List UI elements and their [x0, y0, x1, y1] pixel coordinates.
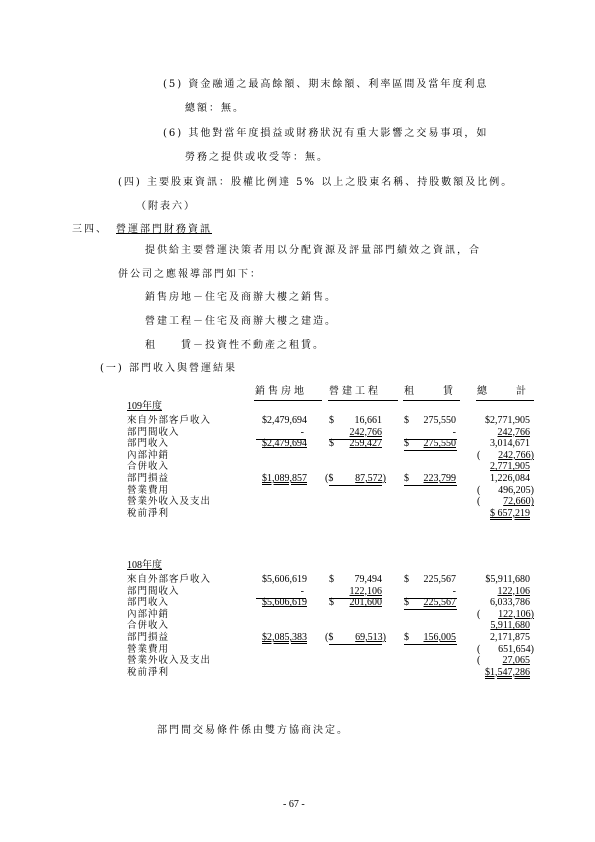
- cell-total: 2,771,905: [490, 461, 530, 473]
- cell-sales: -: [300, 426, 304, 438]
- row-label: 合併收入: [127, 461, 170, 473]
- cell-construction-sign: ($: [325, 473, 334, 484]
- cell-construction: 201,600: [349, 597, 382, 609]
- cell-rule: [404, 644, 457, 645]
- cell-construction-sign: $: [329, 574, 334, 585]
- cell-total: 242,766): [498, 449, 534, 461]
- cell-total: 27,065: [502, 655, 530, 667]
- cell-total-paren: (: [477, 608, 481, 620]
- row-label: 營業費用: [127, 643, 170, 655]
- cell-construction: 87,572): [355, 473, 386, 484]
- cell-total-paren: (: [477, 643, 481, 655]
- cell-total: 2,171,875: [490, 632, 530, 643]
- row-label: 稅前淨利: [127, 666, 170, 678]
- footnote: 部門間交易條件係由雙方協商決定。: [157, 725, 349, 736]
- row-label: 來自外部客戶收入: [127, 415, 212, 426]
- cell-sales: $5,606,619: [262, 574, 307, 585]
- cell-construction: 259,427: [349, 438, 382, 450]
- paragraph-line-1: 提供給主要營運決策者用以分配資源及評量部門績效之資訊，合: [145, 245, 481, 256]
- cell-total: 122,106: [497, 585, 530, 597]
- cell-leasing-sign: $: [404, 597, 409, 609]
- row-label: 部門收入: [127, 597, 170, 609]
- row-label: 稅前淨利: [127, 507, 170, 519]
- cell-construction-sign: $: [329, 415, 334, 426]
- row-label: 部門間收入: [127, 426, 180, 438]
- heading-title: 營運部門財務資訊: [116, 224, 212, 235]
- row-label: 部門損益: [127, 473, 170, 484]
- cell-leasing: 275,550: [423, 415, 456, 426]
- cell-sales: $2,085,383: [262, 632, 307, 643]
- cell-construction: 16,661: [354, 415, 382, 426]
- cell-sales: $2,479,694: [262, 438, 307, 450]
- cell-leasing: 225,567: [423, 574, 456, 585]
- cell-rule: [329, 485, 382, 486]
- item-5-line-1: (5) 資金融通之最高餘額、期末餘額、利率區間及當年度利息: [163, 79, 489, 90]
- year-108-label: 108年度: [127, 560, 162, 571]
- cell-total-paren: (: [477, 655, 481, 667]
- header-rule-leasing: [403, 400, 460, 401]
- item-6-line-1: (6) 其他對當年度損益或財務狀況有重大影響之交易事項，如: [163, 128, 489, 139]
- cell-sales: $2,479,694: [262, 415, 307, 426]
- cell-total: 122,106): [498, 608, 534, 620]
- row-label: 營業外收入及支出: [127, 655, 212, 667]
- row-label: 合併收入: [127, 620, 170, 632]
- paragraph-line-2: 併公司之應報導部門如下：: [118, 269, 262, 280]
- cell-total: $ 657,219: [490, 507, 530, 519]
- cell-construction: 242,766: [349, 426, 382, 438]
- cell-rule: [404, 609, 457, 610]
- segment-leasing: 租 賃－投資性不動產之租賃。: [145, 340, 325, 351]
- cell-total-paren: (: [477, 449, 481, 461]
- cell-total: $2,771,905: [485, 415, 530, 426]
- item-5-line-2: 總額：無。: [185, 103, 245, 114]
- cell-total: 651,654): [498, 643, 534, 655]
- cell-leasing: -: [452, 426, 456, 438]
- row-label: 營業外收入及支出: [127, 496, 212, 508]
- cell-rule: [329, 644, 382, 645]
- col-header-construction: 營建工程: [329, 386, 381, 397]
- cell-total: 496,205): [498, 484, 534, 496]
- cell-leasing-sign: $: [404, 415, 409, 426]
- row-label: 部門損益: [127, 632, 170, 643]
- cell-construction-sign: $: [329, 438, 334, 450]
- cell-construction: 79,494: [354, 574, 382, 585]
- cell-sales: $1,089,857: [262, 473, 307, 484]
- cell-total: $5,911,680: [485, 574, 530, 585]
- cell-total: 5,911,680: [490, 620, 530, 632]
- cell-leasing: 275,550: [423, 438, 456, 450]
- page-number: - 67 -: [283, 799, 305, 810]
- segment-construction: 營建工程－住宅及商辦大樓之建造。: [145, 316, 337, 327]
- cell-total: 72,660): [503, 496, 534, 508]
- cell-construction: 69,513): [355, 632, 386, 643]
- col-header-total: 總 計: [477, 386, 529, 397]
- cell-construction-sign: ($: [325, 632, 334, 643]
- cell-leasing: 225,567: [423, 597, 456, 609]
- cell-total: 1,226,084: [490, 473, 530, 484]
- heading-prefix: 三四、: [72, 224, 108, 235]
- section-4-line-2: （附表六）: [136, 201, 196, 212]
- cell-total-paren: (: [477, 496, 481, 508]
- col-header-sales: 銷售房地: [255, 386, 307, 397]
- section-4-line-1: (四) 主要股東資訊：股權比例達 5% 以上之股東名稱、持股數額及比例。: [118, 177, 514, 188]
- cell-total: 242,766: [497, 426, 530, 438]
- row-label: 部門間收入: [127, 585, 180, 597]
- row-label: 內部沖銷: [127, 449, 170, 461]
- header-rule-construction: [328, 400, 398, 401]
- row-label: 營業費用: [127, 484, 170, 496]
- cell-construction: 122,106: [349, 585, 382, 597]
- cell-sales: $5,606,619: [262, 597, 307, 609]
- row-label: 部門收入: [127, 438, 170, 450]
- subheading-1: (一) 部門收入與營運結果: [100, 363, 237, 374]
- cell-leasing-sign: $: [404, 438, 409, 450]
- row-label: 來自外部客戶收入: [127, 574, 212, 585]
- cell-leasing: 156,005: [423, 632, 456, 643]
- cell-total: $1,547,286: [485, 666, 530, 678]
- cell-construction-sign: $: [329, 597, 334, 609]
- header-rule-sales: [254, 400, 322, 401]
- year-109-label: 109年度: [127, 401, 162, 412]
- cell-total: 3,014,671: [490, 438, 530, 450]
- cell-leasing: -: [452, 585, 456, 597]
- row-label: 內部沖銷: [127, 608, 170, 620]
- segment-sales: 銷售房地－住宅及商辦大樓之銷售。: [145, 292, 337, 303]
- header-rule-total: [476, 400, 534, 401]
- cell-sales: -: [300, 585, 304, 597]
- cell-total-paren: (: [477, 484, 481, 496]
- item-6-line-2: 勞務之提供或收受等：無。: [185, 152, 329, 163]
- cell-rule: [404, 485, 457, 486]
- cell-rule: [404, 450, 457, 451]
- cell-leasing-sign: $: [404, 473, 409, 484]
- cell-total: 6,033,786: [490, 597, 530, 609]
- cell-leasing-sign: $: [404, 632, 409, 643]
- col-header-leasing: 租 賃: [404, 386, 456, 397]
- cell-leasing: 223,799: [423, 473, 456, 484]
- cell-leasing-sign: $: [404, 574, 409, 585]
